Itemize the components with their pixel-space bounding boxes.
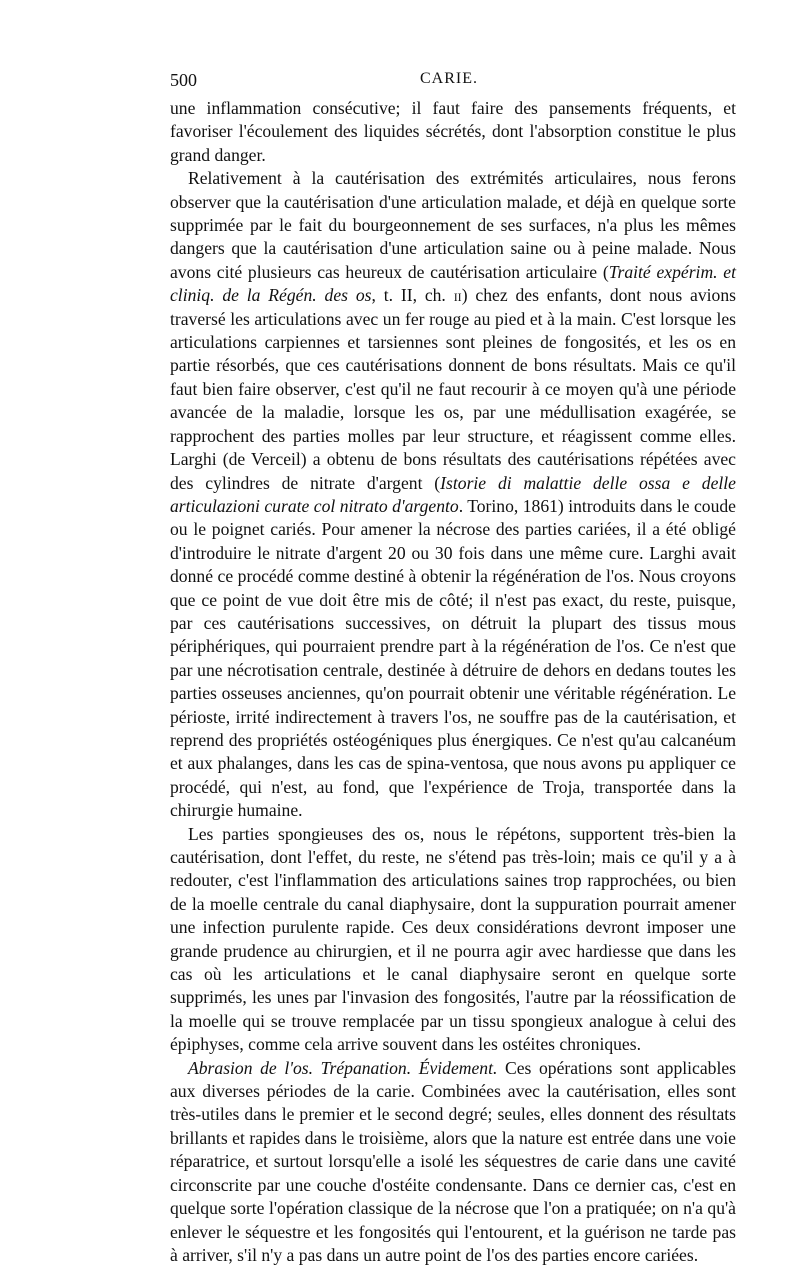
paragraph-2-part-1: Relativement à la cautérisation des extrémités articulaires, nous ferons observer que la cautérisation d'une articulation malade, et déjà en quelque sorte supprimée par le fait du bourgeonnement de ses surfaces, n'a plus les mêmes dangers que la cautérisation d'une articulation saine ou à peine malade. Nous avons cité plusieurs cas heureux de cautérisation articulaire (	[170, 168, 736, 282]
section-heading-abrasion: Abrasion de l'os. Trépanation. Évidement.	[188, 1057, 498, 1078]
citation-regeneration-des-os: Traité expérim. et cliniq. de la Régén. des os	[170, 261, 736, 306]
paragraph-1	[170, 97, 736, 167]
paragraph-4-text: Ces opérations sont applicables aux diverses périodes de la carie. Combinées avec la cautérisation, elles sont très-utiles dans le premier et le second degré; seules, elles donnent des résultats brillants et rapides dans le troisième, alors que la nature est entrée dans une voie réparatrice, et surtout lorsqu'elle a isolé les séquestres de carie dans une cavité circonscrite par une couche d'ostéite condensante. Dans ce dernier cas, c'est en quelque sorte l'opération classique de la nécrose que l'on a pratiquée; on n'a qu'à enlever le séquestre et les fongosités qui l'entourent, et la guérison ne tarde pas à arriver, s'il n'y a pas dans un autre point de l'os des parties encore cariées.	[170, 1057, 736, 1265]
chapter-numeral: ii	[453, 285, 462, 306]
paragraph-3-text: Les parties spongieuses des os, nous le répétons, supportent très-bien la cautérisation, dont l'effet, du reste, ne s'étend pas très-loin; mais ce qu'il y a à redouter, c'est l'inflammation des articulations saines trop rapprochées, ou bien de la moelle centrale du canal diaphysaire, dont la suppuration pourrait amener une infection purulente rapide. Ces deux considérations devront imposer une grande prudence au chirurgien, et il ne pourra agir avec hardiesse que dans les cas où les articulations et le canal diaphysaire seront en quelque sorte supprimés, les unes par l'invasion des fongosités, l'autre par la réossification de la moelle qui se trouve remplacée par un tissu spongieux analogue à celui des épiphyses, comme cela arrive souvent dans les ostéites chroniques.	[170, 823, 736, 1055]
paragraph-4	[170, 1057, 736, 1268]
paragraph-1-text: une inflammation consécutive; il faut faire des pansements fréquents, et favoriser l'écoulement des liquides sécrétés, dont l'absorption constitue le plus grand danger.	[170, 98, 736, 165]
paragraph-2-part-2: , t. II, ch.	[371, 285, 454, 306]
paragraph-2-part-3: ) chez des enfants, dont nous avions traversé les articulations avec un fer rouge au pied et à la main. C'est lorsque les articulations carpiennes et tarsiennes sont pleines de fongosités, et les os en partie résorbés, que ces cautérisations donnent de bons résultats. Mais ce qu'il faut bien faire observer, c'est qu'il ne faut recourir à ce moyen qu'à une période avancée de la maladie, lorsque les os, par une médullisation exagérée, se rapprochent des parties molles par leur structure, et réagissent comme elles. Larghi (de Verceil) a obtenu de bons résultats des cautérisations répétées avec des cylindres de nitrate d'argent (	[170, 285, 736, 493]
paragraph-2	[170, 167, 736, 822]
paragraph-3	[170, 823, 736, 1057]
page-number: 500	[170, 70, 197, 90]
running-head: CARIE.	[420, 70, 478, 87]
body-text	[170, 97, 736, 1267]
citation-istorie-di-malattie: Istorie di malattie delle ossa e delle articulazioni curate col nitrato d'argento	[170, 472, 736, 516]
page-header	[170, 70, 730, 98]
paragraph-2-part-4: . Torino, 1861) introduits dans le coude ou le poignet cariés. Pour amener la nécrose des parties cariées, il a été obligé d'introduire le nitrate d'argent 20 ou 30 fois dans une même cure. Larghi avait donné ce procédé comme destiné à obtenir la régénération de l'os. Nous croyons que ce point de vue doit être mis de côté; il n'est pas exact, du reste, puisque, par ces cautérisations successives, on détruit la plupart des tissus mous périphériques, qui pourraient prendre part à la régénération de l'os. Ce n'est que par une nécrotisation centrale, destinée à détruire de dehors en dedans toutes les parties osseuses anciennes, qu'on pourrait obtenir une véritable régénération. Le périoste, irrité indirectement à travers l'os, ne souffre pas de la cautérisation, et reprend des propriétés ostéogéniques plus énergiques. Ce n'est qu'au calcanéum et aux phalanges, dans les cas de spina-ventosa, que nous avons pu appliquer ce procédé, qui n'est, au fond, que l'expérience de Troja, transportée dans la chirurgie humaine.	[170, 495, 736, 821]
